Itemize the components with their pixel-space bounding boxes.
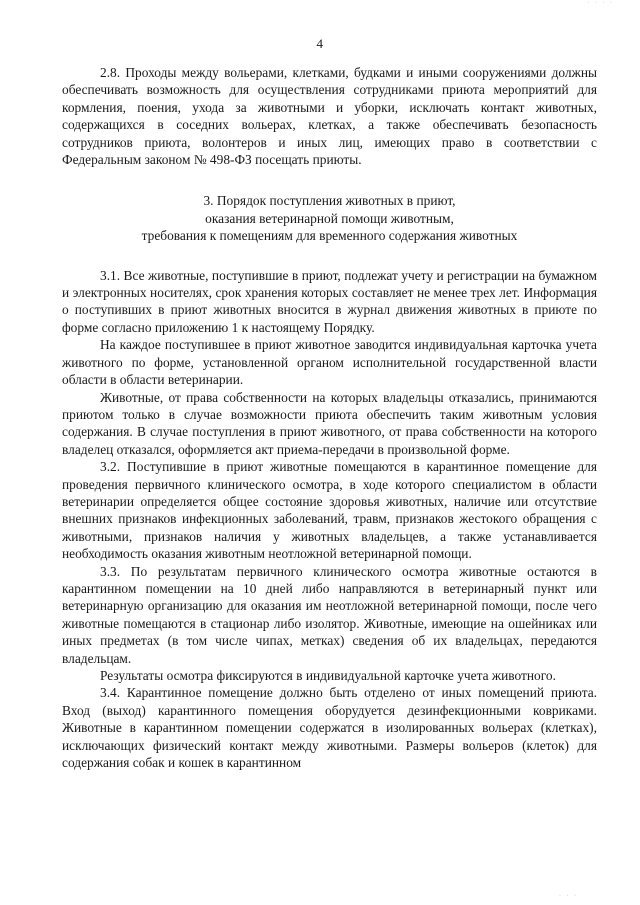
- paragraph-3-3: 3.3. По результатам первичного клинического осмотра животные остаются в карантинном помещении на 10 дней либо направляются в ветеринарный пункт или ветеринарную организацию для оказания им неотложной ветеринарной помощи, после чего животные помещаются в стационар либо изолятор. Животные, имеющие на ошейниках или иных предметах (в том числе чипах, метках) сведения об их владельцах, передаются владельцам.: [62, 563, 597, 666]
- paragraph-3-3-results: Результаты осмотра фиксируются в индивидуальной карточке учета животного.: [100, 668, 556, 683]
- section-3-heading: [62, 192, 597, 244]
- scan-artifact-bottom: · · ·: [559, 893, 578, 899]
- section-3-title-line-3: требования к помещениям для временного содержания животных: [141, 228, 518, 244]
- paragraph-3-1-ownership-refusal: Животные, от права собственности на которых владельцы отказались, принимаются приютом только в случае возможности приюта обеспечить таким животным условия содержания. В случае поступления в приют животного, от права собственности на которого владелец отказался, оформляется акт приема-передачи в произвольной форме.: [62, 389, 597, 457]
- document-body: [62, 64, 597, 771]
- paragraph-3-1: 3.1. Все животные, поступившие в приют, подлежат учету и регистрации на бумажном и электронных носителях, срок хранения которых составляет не менее трех лет. Информация о поступивших в приют животных вносится в журнал движения животных в приюте по форме согласно приложению 1 к настоящему Порядку.: [62, 267, 597, 335]
- page-number: 4: [316, 36, 324, 51]
- section-3-title-line-1: 3. Порядок поступления животных в приют,: [203, 193, 456, 209]
- paragraph-3-2: 3.2. Поступившие в приют животные помещаются в карантинное помещение для проведения первичного клинического осмотра, в ходе которого специалистом в области ветеринарии определяется общее состояние здоровья животных, наличие или отсутствие внешних признаков инфекционных заболеваний, травм, признаков жестокого обращения с животными, признаков наличия у животных владельцев, а также устанавливается необходимость оказания животным неотложной ветеринарной помощи.: [62, 459, 597, 562]
- scan-artifact: · · · ·: [587, 0, 614, 6]
- paragraph-3-1-individual-card: На каждое поступившее в приют животное заводится индивидуальная карточка учета животного по форме, установленной органом исполнительной государственной власти области в области ветеринарии.: [62, 337, 597, 388]
- paragraph-2-8: 2.8. Проходы между вольерами, клетками, будками и иными сооружениями должны обеспечивать возможность для осуществления сотрудниками приюта мероприятий для кормления, поения, ухода за животными и уборки, исключать контакт животных, содержащихся в соседних вольерах, клетках, а также обеспечивать безопасность сотрудников приюта, волонтеров и иных лиц, имеющих право в соответствии с Федеральным законом № 498-ФЗ посещать приюты.: [62, 65, 597, 168]
- section-3-title-line-2: оказания ветеринарной помощи животным,: [205, 210, 454, 226]
- paragraph-3-4: 3.4. Карантинное помещение должно быть отделено от иных помещений приюта. Вход (выход) карантинного помещения оборудуется дезинфекционными ковриками. Животные в карантинном помещении содержатся в изолированных вольерах (клетках), исключающих физический контакт между животными. Размеры вольеров (клеток) для содержания собак и кошек в карантинном: [62, 685, 597, 771]
